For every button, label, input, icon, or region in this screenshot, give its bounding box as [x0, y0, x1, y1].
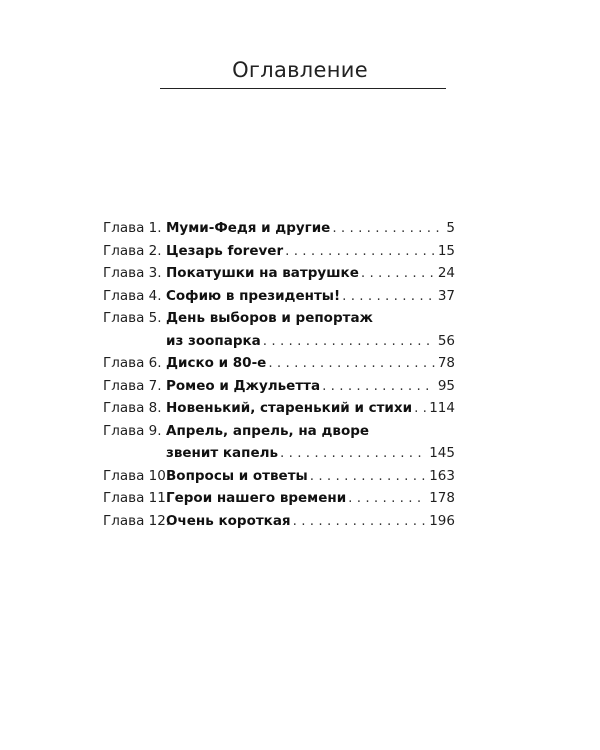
- page-number: 196: [429, 512, 455, 529]
- chapter-label: Глава 11.: [103, 490, 171, 506]
- chapter-title: Герои нашего времени: [166, 490, 347, 506]
- chapter-title: Софию в президенты!: [166, 287, 341, 304]
- chapter-title: Муми-Федя и другие: [166, 220, 331, 236]
- chapter-label: Глава 9.: [103, 422, 162, 439]
- toc-entry-5[interactable]: [103, 307, 455, 352]
- dot-leader: [330, 217, 443, 240]
- dot-leader: [412, 397, 426, 420]
- chapter-title-line-2: звенит капель: [166, 445, 279, 461]
- page-number: 163: [429, 467, 455, 484]
- chapter-label: Глава 3.: [103, 265, 162, 281]
- toc-entry-6[interactable]: [103, 352, 455, 375]
- chapter-title: Цезарь forever: [166, 242, 284, 259]
- page-title: Оглавление: [232, 58, 368, 82]
- toc-entry-8[interactable]: [103, 397, 455, 420]
- chapter-label: Глава 6.: [103, 355, 162, 371]
- toc-entry-7[interactable]: [103, 375, 455, 398]
- title-underline: [160, 88, 446, 89]
- dot-leader: [278, 442, 426, 465]
- page-number: 5: [446, 220, 455, 236]
- toc-entry-3[interactable]: [103, 262, 455, 285]
- chapter-title: Новенький, старенький и стихи: [166, 400, 413, 416]
- toc-entry-2[interactable]: [103, 240, 455, 263]
- dot-leader: [291, 510, 427, 533]
- toc-entry-10[interactable]: [103, 465, 455, 488]
- page-number: 95: [437, 377, 455, 394]
- chapter-label: Глава 4.: [103, 287, 162, 304]
- dot-leader: [266, 352, 434, 375]
- chapter-title: Вопросы и ответы: [166, 467, 308, 484]
- page-number: 15: [437, 242, 455, 259]
- dot-leader: [261, 330, 435, 353]
- chapter-label: Глава 5.: [103, 310, 162, 326]
- chapter-title: Очень короткая: [166, 512, 291, 529]
- chapter-title-line-1: День выборов и репортаж: [166, 310, 373, 326]
- chapter-title-line-1: Апрель, апрель, на дворе: [166, 422, 370, 439]
- chapter-label: Глава 12.: [103, 512, 171, 529]
- toc-entry-4[interactable]: [103, 285, 455, 308]
- chapter-label: Глава 8.: [103, 400, 162, 416]
- dot-leader: [346, 487, 426, 510]
- chapter-title-line-2: из зоопарка: [166, 332, 261, 349]
- page-number: 37: [437, 287, 455, 304]
- page-number: 145: [429, 445, 455, 461]
- page-number: 178: [429, 490, 455, 506]
- chapter-title: Диско и 80-е: [166, 355, 267, 371]
- toc-entry-12[interactable]: [103, 510, 455, 533]
- chapter-label: Глава 10.: [103, 467, 171, 484]
- toc-entry-9[interactable]: [103, 420, 455, 465]
- dot-leader: [320, 375, 435, 398]
- chapter-label: Глава 2.: [103, 242, 162, 259]
- page-number: 78: [437, 355, 455, 371]
- table-of-contents: [103, 217, 455, 532]
- chapter-title: Ромео и Джульетта: [166, 377, 321, 394]
- dot-leader: [283, 240, 435, 263]
- toc-entry-11[interactable]: [103, 487, 455, 510]
- dot-leader: [308, 465, 426, 488]
- toc-entry-1[interactable]: [103, 217, 455, 240]
- page-number: 24: [437, 265, 455, 281]
- chapter-label: Глава 7.: [103, 377, 162, 394]
- dot-leader: [359, 262, 435, 285]
- chapter-label: Глава 1.: [103, 220, 162, 236]
- dot-leader: [340, 285, 435, 308]
- chapter-title: Покатушки на ватрушке: [166, 265, 359, 281]
- page-number: 114: [429, 400, 455, 416]
- page-number: 56: [437, 332, 455, 349]
